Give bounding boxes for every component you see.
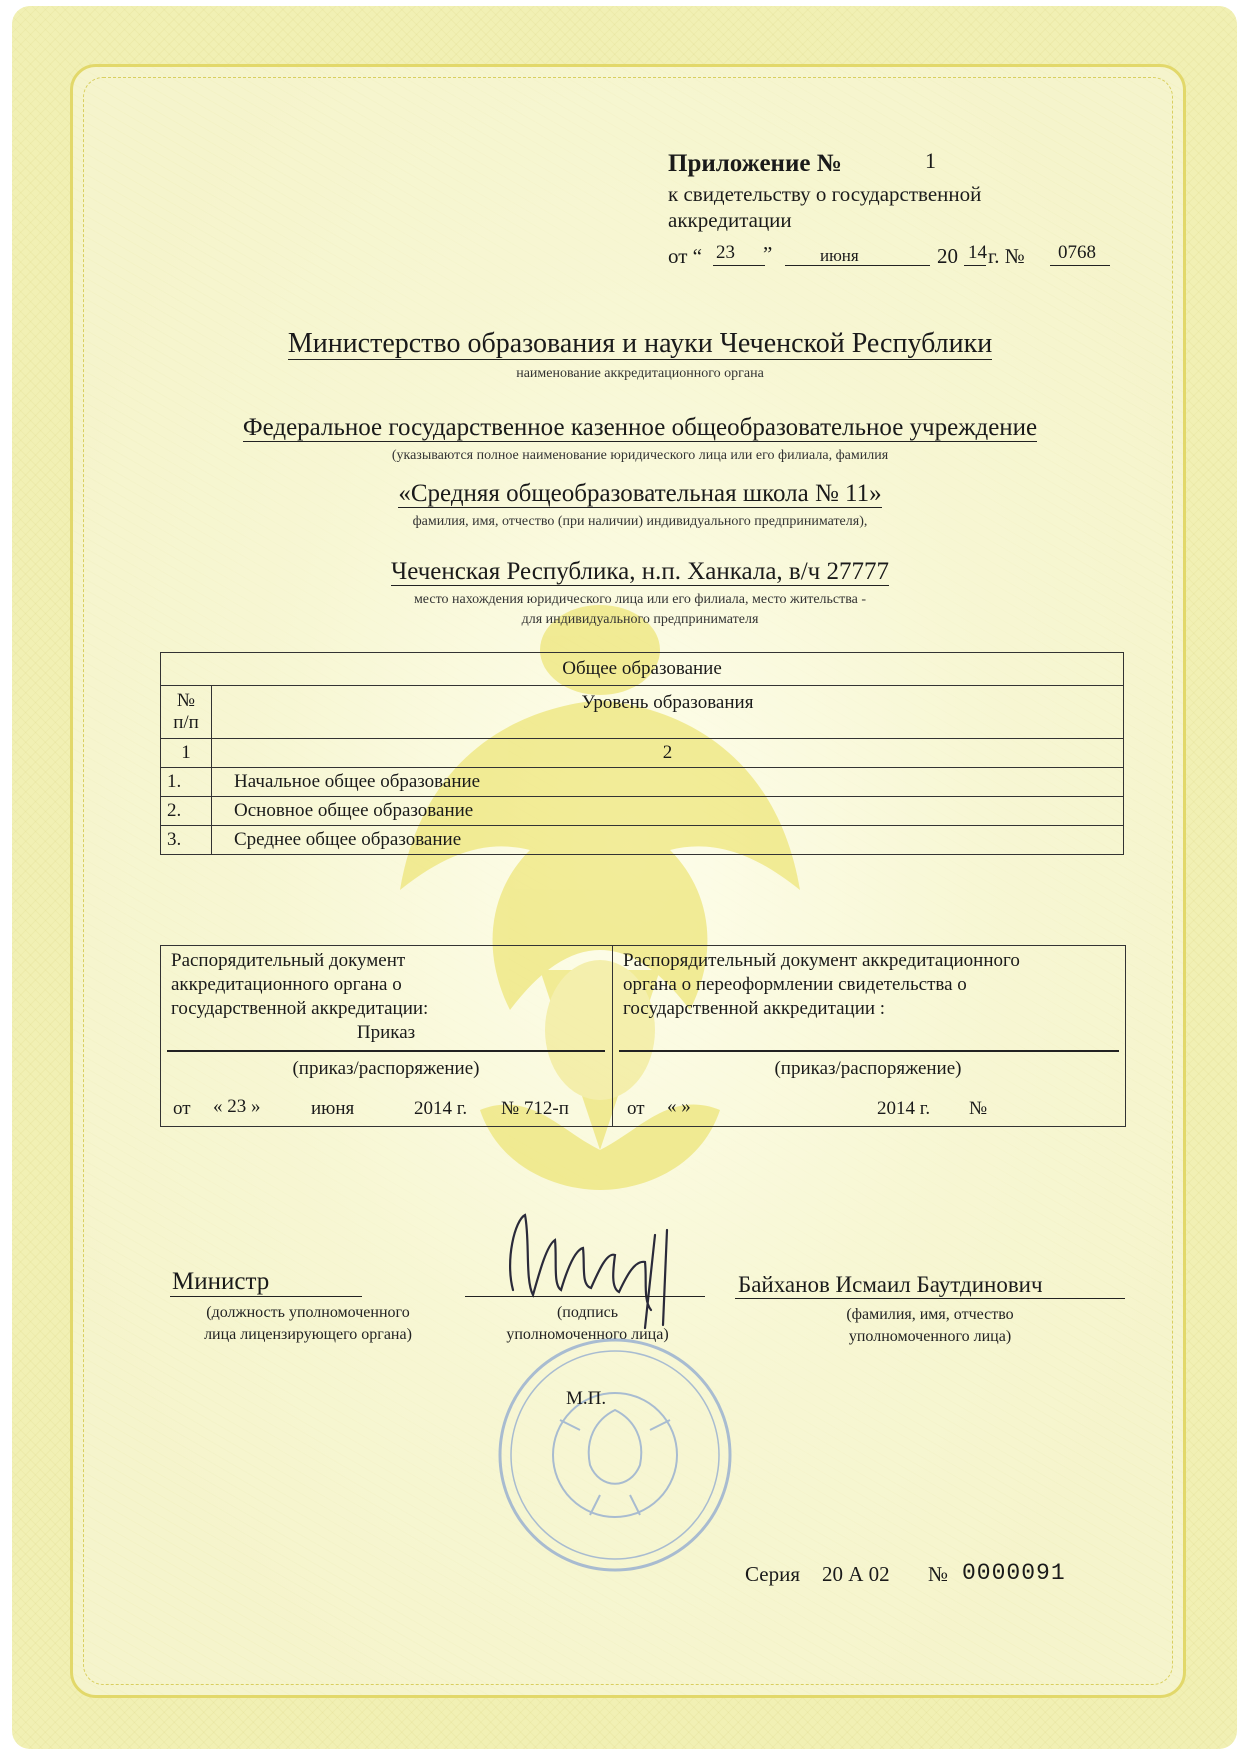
table-row <box>161 797 1124 826</box>
organization-type: Федеральное государственное казенное общеобразовательное учреждение <box>242 414 1038 441</box>
row-level: Среднее общее образование <box>212 826 1124 855</box>
appendix-quote-close: ” <box>763 242 773 266</box>
right-order-day: « » <box>667 1096 691 1117</box>
name-underline <box>735 1298 1125 1299</box>
column-index-1: 1 <box>161 739 212 768</box>
left-order-doc: Приказ <box>356 1022 416 1043</box>
left-order-day: « 23 » <box>213 1096 261 1117</box>
row-number: 2. <box>161 797 212 826</box>
official-stamp <box>490 1330 740 1580</box>
right-order-underline <box>619 1050 1119 1052</box>
organization-hint2: фамилия, имя, отчество (при наличии) индивидуального предпринимателя), <box>412 514 868 529</box>
left-order-number: № 712-п <box>501 1098 569 1119</box>
position-hint2: лица лицензирующего органа) <box>204 1326 412 1343</box>
position-hint1: (должность уполномоченного <box>206 1304 410 1321</box>
name-hint2: уполномоченного лица) <box>848 1328 1012 1345</box>
appendix-line1: к свидетельству о государственной <box>668 182 982 206</box>
appendix-day: 23 <box>716 242 735 263</box>
right-order-hint: (приказ/распоряжение) <box>774 1058 962 1079</box>
underline <box>964 265 986 266</box>
row-number: 3. <box>161 826 212 855</box>
underline <box>785 265 930 266</box>
appendix-number: 1 <box>925 148 936 173</box>
right-order-line3: государственной аккредитации : <box>623 998 886 1019</box>
right-order-year: 2014 г. <box>877 1098 931 1119</box>
column-header-number <box>161 686 212 739</box>
left-order-from: от <box>173 1098 191 1119</box>
orders-block <box>160 945 1126 1127</box>
signer-position: Министр <box>172 1268 270 1295</box>
right-order-from: от <box>627 1098 645 1119</box>
underline <box>713 265 765 266</box>
column-index-2: 2 <box>212 739 1124 768</box>
signature-underline <box>465 1296 705 1297</box>
row-level: Начальное общее образование <box>212 768 1124 797</box>
right-order-line1: Распорядительный документ аккредитационного <box>623 950 1020 971</box>
organization-hint1: (указываются полное наименование юридического лица или его филиала, фамилия <box>391 448 889 463</box>
appendix-cert-number: 0768 <box>1058 242 1096 263</box>
left-order-month: июня <box>311 1098 355 1119</box>
organization-address: Чеченская Республика, н.п. Ханкала, в/ч 27777 <box>391 558 889 585</box>
orders-divider <box>612 946 613 1126</box>
table-row <box>161 768 1124 797</box>
organization-name: «Средняя общеобразовательная школа № 11» <box>398 480 882 507</box>
appendix-year-suffix: 14 <box>968 242 987 263</box>
left-order-line3: государственной аккредитации: <box>171 998 429 1019</box>
appendix-from-label: от “ <box>668 244 702 268</box>
education-levels-table <box>160 652 1124 855</box>
position-underline <box>170 1296 362 1297</box>
signer-full-name: Байханов Исмаил Баутдинович <box>738 1272 1043 1297</box>
left-order-hint: (приказ/распоряжение) <box>292 1058 480 1079</box>
appendix-title: Приложение № <box>668 150 842 177</box>
table-row <box>161 826 1124 855</box>
appendix-line2: аккредитации <box>668 208 792 232</box>
authority-hint: наименование аккредитационного органа <box>516 366 764 381</box>
appendix-month: июня <box>820 246 859 265</box>
organization-hint3: место нахождения юридического лица или его филиала, место жительства - <box>413 592 867 607</box>
series-number-label: № <box>928 1562 949 1586</box>
stamp-place-label: М.П. <box>566 1388 607 1409</box>
series-label: Серия <box>745 1562 800 1586</box>
signature-hint1: (подпись <box>556 1304 619 1321</box>
table-section-header: Общее образование <box>161 653 1124 686</box>
column-header-number-line1: № <box>176 690 196 711</box>
signature-hint2: уполномоченного лица) <box>506 1326 669 1343</box>
row-number: 1. <box>161 768 212 797</box>
column-header-level: Уровень образования <box>212 686 1124 739</box>
left-order-year: 2014 г. <box>414 1098 468 1119</box>
name-hint1: (фамилия, имя, отчество <box>846 1306 1014 1323</box>
right-order-number: № <box>969 1098 988 1119</box>
appendix-year-prefix: 20 <box>937 244 958 268</box>
left-order-underline <box>167 1050 605 1052</box>
organization-hint4: для индивидуального предпринимателя <box>521 612 759 627</box>
series-number: 0000091 <box>962 1560 1066 1586</box>
series-value: 20 А 02 <box>822 1562 890 1586</box>
appendix-year-g: г. № <box>988 244 1025 268</box>
authority-name: Министерство образования и науки Чеченской Республики <box>287 328 993 359</box>
left-order-line1: Распорядительный документ <box>171 950 406 971</box>
underline <box>1050 265 1110 266</box>
column-header-number-line2: п/п <box>173 712 199 733</box>
row-level: Основное общее образование <box>212 797 1124 826</box>
left-order-line2: аккредитационного органа о <box>171 974 402 995</box>
right-order-line2: органа о переоформлении свидетельства о <box>623 974 967 995</box>
